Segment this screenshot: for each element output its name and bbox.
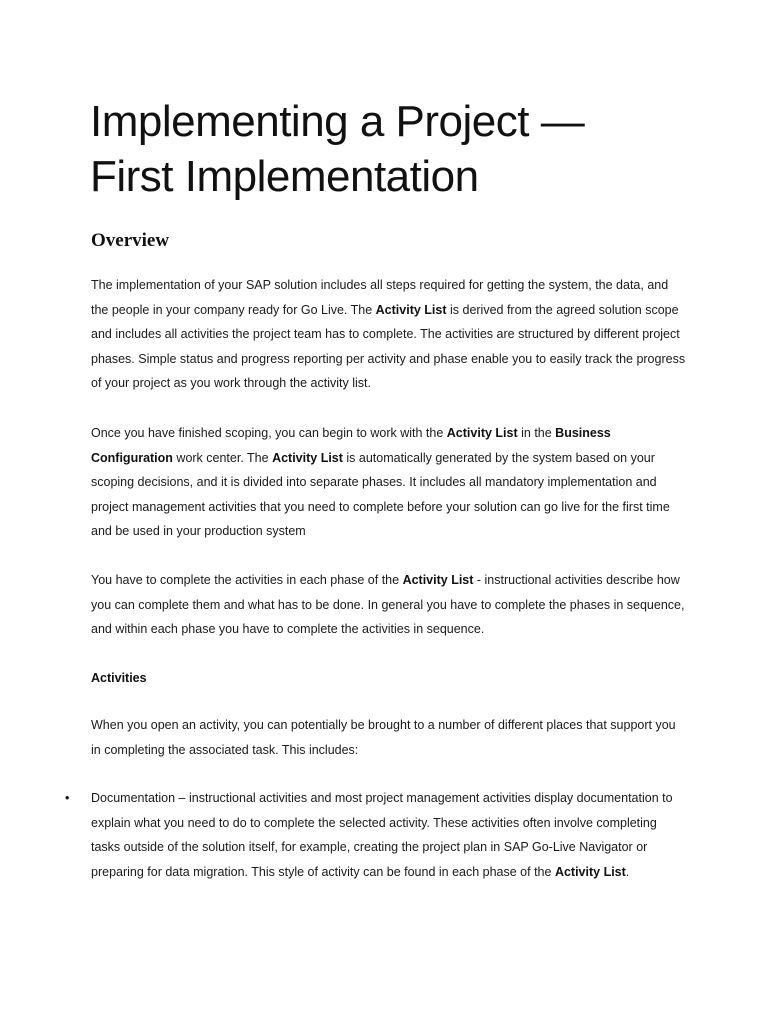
paragraph-activities: When you open an activity, you can potentially be brought to a number of different places that support you in completing the associated task. This includes: bbox=[91, 718, 676, 757]
paragraph-intro bbox=[91, 273, 686, 396]
overview-heading: Overview bbox=[91, 230, 170, 251]
paragraph-text: is automatically generated by the system based on your scoping decisions, and it is divided into separate phases. It includes all mandatory implementation and project management activities that you need to complete before your solution can go live for the first time and be used in your production system bbox=[91, 450, 670, 539]
paragraph-text: Documentation – instructional activities and most project management activities display documentation to explain what you need to do to complete the selected activity. These activities often involve completing tasks outside of the solution itself, for example, creating the project plan in SAP Go-Live Navigator or preparing for data migration. This style of activity can be found in each phase of the bbox=[91, 791, 673, 879]
paragraph-scoping bbox=[91, 421, 686, 544]
paragraph-text: is derived from the agreed solution scope and includes all activities the project team has to complete. The activities are structured by different project phases. Simple status and progress reporting per activity and phase enable you to easily track the progress of your project as you work through the activity list. bbox=[91, 302, 686, 391]
activities-heading: Activities bbox=[91, 671, 147, 685]
activity-list-term: Activity List bbox=[375, 302, 447, 317]
list-item bbox=[0, 786, 768, 884]
activity-list-term: Activity List bbox=[402, 573, 474, 587]
bullet-icon: • bbox=[65, 791, 70, 805]
title-line-2: First Implementation bbox=[90, 152, 479, 201]
paragraph-phases bbox=[91, 568, 686, 642]
bullet-list bbox=[0, 786, 768, 884]
title-line-1: Implementing a Project — bbox=[90, 97, 585, 146]
paragraph-text: The implementation of your SAP solution includes all steps required for getting the system, the data, and the people in your company ready for Go Live. The bbox=[91, 278, 669, 317]
paragraph-text: in the bbox=[517, 426, 556, 440]
business-configuration-term: Business Configuration bbox=[91, 426, 611, 465]
activity-list-term: Activity List bbox=[272, 450, 343, 465]
page-title bbox=[90, 94, 730, 204]
paragraph-text: . bbox=[625, 864, 630, 879]
activity-list-term: Activity List bbox=[446, 426, 518, 440]
list-item-text bbox=[91, 786, 681, 884]
paragraph-text: - instructional activities describe how you can complete them and what has to be done. In general you have to complete the phases in sequence, and within each phase you have to complete the activities in sequence. bbox=[91, 573, 685, 637]
activity-list-term: Activity List bbox=[554, 864, 626, 879]
paragraph-text: You have to complete the activities in each phase of the bbox=[91, 573, 403, 587]
paragraph-text: work center. The bbox=[172, 450, 273, 465]
paragraph-text: Once you have finished scoping, you can begin to work with the bbox=[91, 426, 447, 440]
